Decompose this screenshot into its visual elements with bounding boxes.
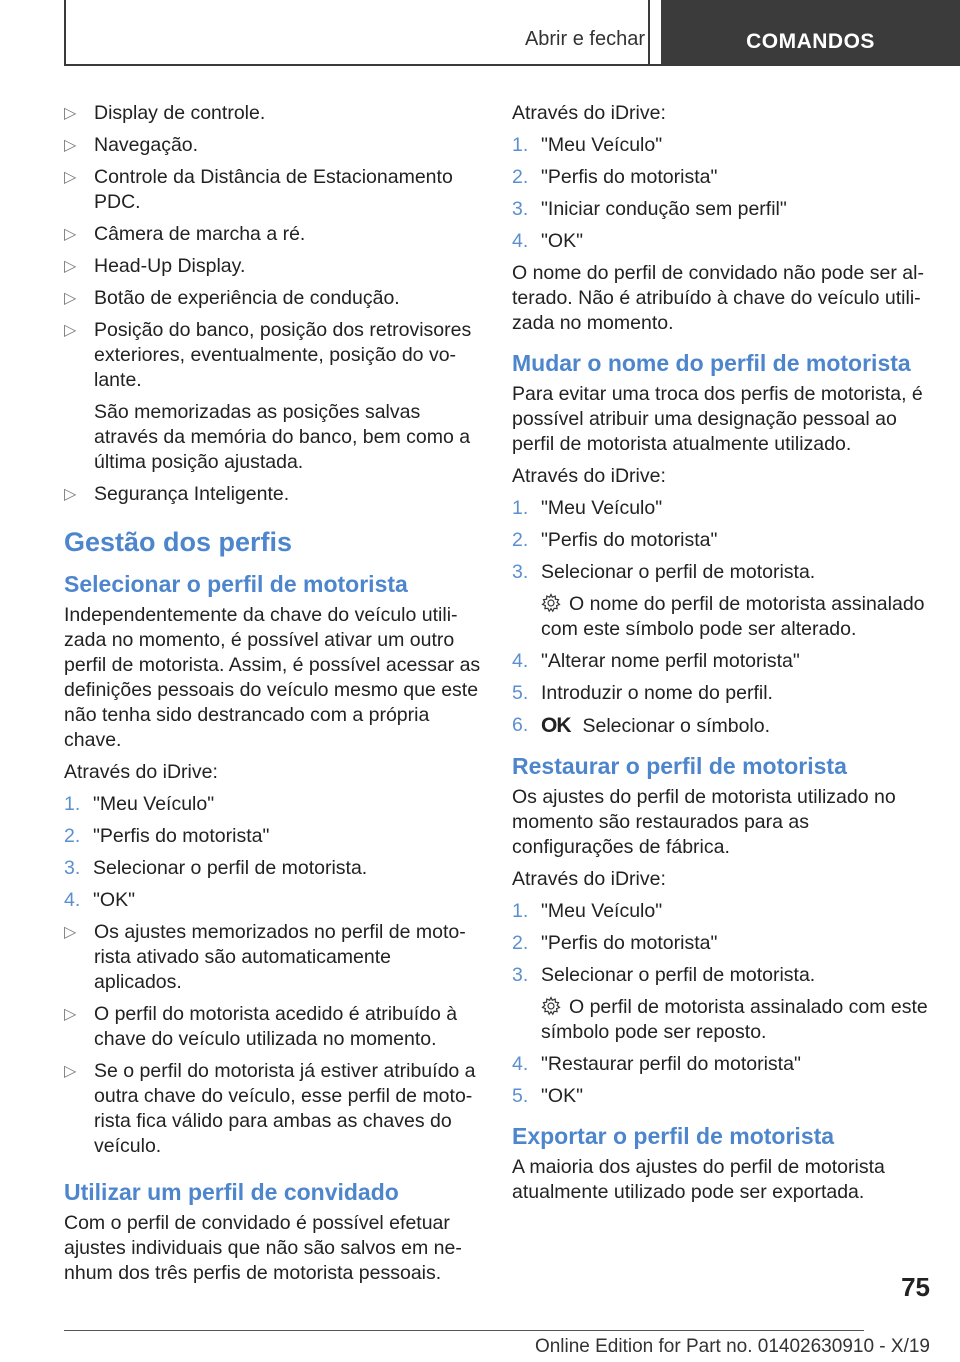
left-column (64, 101, 482, 1293)
step-item: 4. "OK" (512, 230, 584, 252)
step-item: 3. "Iniciar condução sem perfil" (512, 198, 787, 220)
gear-note: O nome do perfil de motorista assinalado com este símbolo pode ser alterado. (541, 593, 925, 640)
step-item: 2. "Perfis do motorista" (512, 932, 718, 954)
step-item: 5. "OK" (512, 1085, 584, 1107)
bullet-item: ▷ Segurança Inteligente. (64, 483, 290, 505)
note-item: ▷ O perfil do motorista acedido é atribuído à chave do veículo utilizada no momento. (64, 1003, 458, 1050)
triangle-right-icon: ▷ (64, 1063, 77, 1080)
step-item: 2. "Perfis do motorista" (64, 825, 270, 847)
step-item: 3. Selecionar o perfil de motorista. (64, 857, 368, 879)
step-item: 2. "Perfis do motorista" (512, 529, 718, 551)
via-idrive: Através do iDrive: (512, 465, 666, 487)
heading-rename-profile: Mudar o nome do perfil de motorista (512, 350, 911, 376)
guest-intro: Com o perfil de convidado é possível efetuar ajustes individuais que não são salvos em nenhum dos três perfis de motorista pessoais. (64, 1212, 462, 1284)
footer-edition: Online Edition for Part no. 01402630910 - X/19 (534, 1336, 930, 1357)
gear-icon (541, 996, 561, 1016)
triangle-right-icon: ▷ (64, 1006, 77, 1023)
step-item: 4. "Restaurar perfil do motorista" (512, 1053, 801, 1075)
step-item: 2. "Perfis do motorista" (512, 166, 718, 188)
bullet-item: ▷ Controle da Distância de Estacionamento PDC. (64, 166, 453, 213)
triangle-right-icon: ▷ (64, 486, 77, 503)
select-intro: Independentemente da chave do veículo utilizada no momento, é possível ativar um outro perfil de motorista. Assim, é possível acessar as definições pessoais do veículo mesmo que este não tenha sido destrancado com a própria chave. (64, 604, 481, 751)
triangle-right-icon: ▷ (64, 105, 77, 122)
step-item: 3. Selecionar o perfil de motorista. (512, 561, 816, 583)
step-item: 4. "OK" (64, 889, 136, 911)
heading-restore-profile: Restaurar o perfil de motorista (512, 753, 847, 779)
triangle-right-icon: ▷ (64, 226, 77, 243)
bullet-item: ▷ Navegação. (64, 134, 199, 156)
note-item: ▷ Os ajustes memorizados no perfil de motorista ativado são automaticamente aplicados. (64, 921, 466, 993)
step-item: 1. "Meu Veículo" (512, 134, 663, 156)
via-idrive: Através do iDrive: (512, 868, 666, 890)
header-divider (648, 0, 650, 66)
page-number: 75 (901, 1272, 930, 1302)
triangle-right-icon: ▷ (64, 137, 77, 154)
triangle-right-icon: ▷ (64, 290, 77, 307)
bullet-item: ▷ Head-Up Display. (64, 255, 246, 277)
gear-note: O perfil de motorista assinalado com este símbolo pode ser reposto. (541, 996, 928, 1043)
heading-profile-management: Gestão dos perfis (64, 527, 293, 557)
step-item: 5. Introduzir o nome do perfil. (512, 682, 773, 704)
header-left-rule (64, 0, 66, 66)
step-item: 4. "Alterar nome perfil motorista" (512, 650, 800, 672)
header-rule (64, 64, 960, 66)
ok-symbol: OK (541, 714, 571, 737)
bullet-item: ▷ Display de controle. (64, 102, 266, 124)
bullet-item: ▷ Botão de experiência de condução. (64, 287, 400, 309)
chapter-title: COMANDOS (746, 30, 875, 53)
guest-note: O nome do perfil de convidado não pode ser alterado. Não é atribuído à chave do veículo utilizada no momento. (512, 262, 924, 334)
gear-icon (541, 593, 561, 613)
restore-intro: Os ajustes do perfil de motorista utilizado no momento são restaurados para as configurações de fábrica. (512, 786, 896, 858)
heading-select-profile: Selecionar o perfil de motorista (64, 571, 408, 597)
step-item: 3. Selecionar o perfil de motorista. (512, 964, 816, 986)
triangle-right-icon: ▷ (64, 322, 77, 339)
heading-export-profile: Exportar o perfil de motorista (512, 1123, 835, 1149)
step-item: 6. OK Selecionar o símbolo. (512, 714, 771, 737)
via-idrive: Através do iDrive: (512, 102, 666, 124)
chapter-tab (661, 0, 960, 64)
footer-rule (64, 1330, 864, 1331)
section-title: Abrir e fechar (524, 28, 645, 50)
triangle-right-icon: ▷ (64, 169, 77, 186)
bullet-note: São memorizadas as posições salvas através da memória do banco, bem como a última posição ajustada. (94, 401, 471, 473)
bullet-item: ▷ Posição do banco, posição dos retrovisores exteriores, eventualmente, posição do volante. (64, 319, 472, 391)
note-item: ▷ Se o perfil do motorista já estiver atribuído a outra chave do veículo, esse perfil de motorista fica válido para ambas as chaves do veículo. (64, 1060, 476, 1157)
rename-intro: Para evitar uma troca dos perfis de motorista, é possível atribuir uma designação pessoal ao perfil de motorista atualmente utilizado. (512, 383, 923, 455)
right-column (512, 101, 932, 1212)
bullet-item: ▷ Câmera de marcha a ré. (64, 223, 306, 245)
export-intro: A maioria dos ajustes do perfil de motorista atualmente utilizado pode ser exportada. (512, 1156, 885, 1203)
triangle-right-icon: ▷ (64, 924, 77, 941)
heading-guest-profile: Utilizar um perfil de convidado (64, 1179, 399, 1205)
via-idrive: Através do iDrive: (64, 761, 218, 783)
step-item: 1. "Meu Veículo" (64, 793, 215, 815)
step-item: 1. "Meu Veículo" (512, 497, 663, 519)
triangle-right-icon: ▷ (64, 258, 77, 275)
step-item: 1. "Meu Veículo" (512, 900, 663, 922)
